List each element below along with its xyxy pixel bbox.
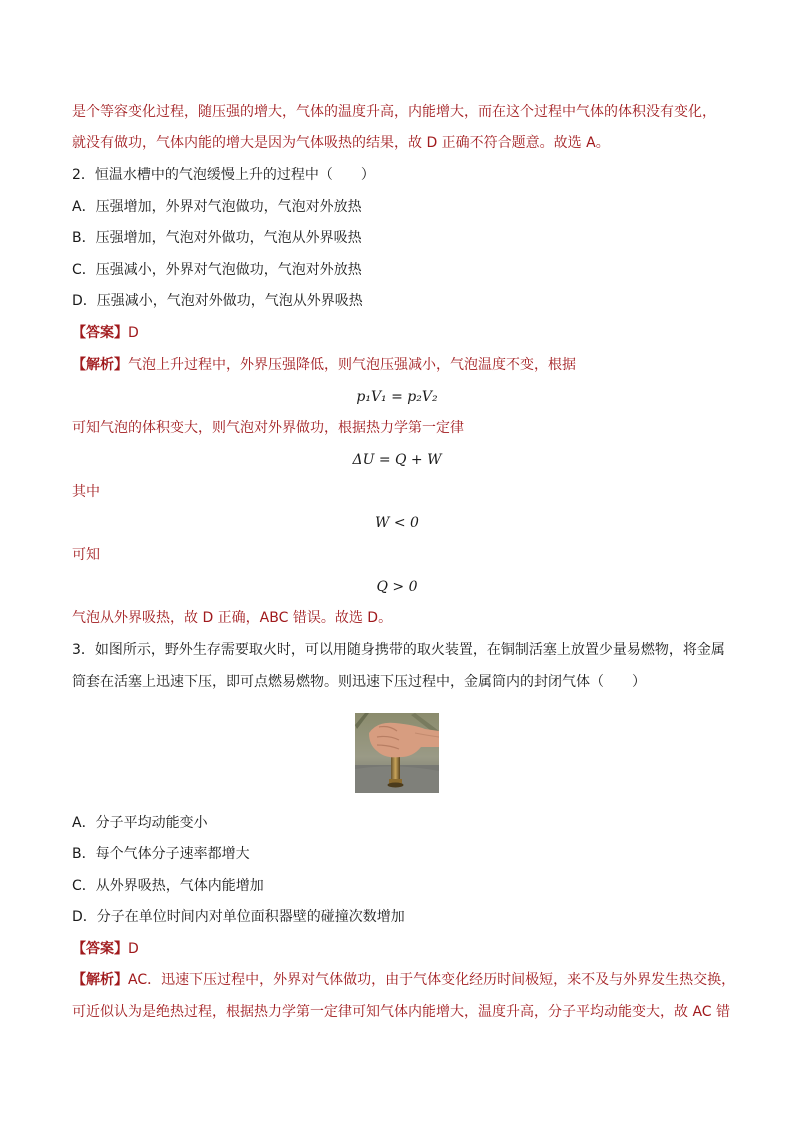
q2-analysis-5: 气泡从外界吸热，故 D 正确，ABC 错误。故选 D。: [72, 610, 393, 626]
fire-piston-photo: [355, 713, 439, 793]
prev-analysis-line-2: 就没有做功，气体内能的增大是因为气体吸热的结果，故 D 正确不符合题意。故选 A。: [72, 135, 610, 151]
q3-analysis-tag: 【解析】: [72, 972, 128, 988]
q3-answer-tag: 【答案】: [72, 941, 128, 957]
q2-equation-3: W < 0: [375, 515, 419, 531]
q2-option-b: B．压强增加，气泡对外做功，气泡从外界吸热: [72, 230, 362, 246]
q2-option-c: C．压强减小，外界对气泡做功，气泡对外放热: [72, 262, 362, 278]
q2-stem: 2．恒温水槽中的气泡缓慢上升的过程中（ ）: [72, 167, 375, 183]
q2-option-a: A．压强增加，外界对气泡做功，气泡对外放热: [72, 199, 362, 215]
q3-option-c: C．从外界吸热，气体内能增加: [72, 878, 264, 894]
q3-analysis-2: 可近似认为是绝热过程，根据热力学第一定律可知气体内能增大，温度升高，分子平均动能变大，故 AC 错: [72, 1004, 731, 1020]
q2-analysis-text-1: 气泡上升过程中，外界压强降低，则气泡压强减小，气泡温度不变，根据: [128, 357, 576, 373]
q3-stem-1: 3．如图所示，野外生存需要取火时，可以用随身携带的取火装置，在铜制活塞上放置少量易燃物，将金属: [72, 642, 725, 658]
q3-analysis-text-1: AC．迅速下压过程中，外界对气体做功，由于气体变化经历时间极短，来不及与外界发生热交换，: [128, 972, 736, 988]
q2-analysis-2: 可知气泡的体积变大，则气泡对外界做功，根据热力学第一定律: [72, 420, 464, 436]
q2-analysis-tag: 【解析】: [72, 357, 128, 373]
q2-analysis-3: 其中: [72, 484, 100, 500]
q3-stem-2: 筒套在活塞上迅速下压，即可点燃易燃物。则迅速下压过程中，金属筒内的封闭气体（ ）: [72, 674, 646, 690]
q2-analysis-4: 可知: [72, 547, 100, 563]
q3-answer: [72, 939, 139, 959]
prev-analysis-line-1: 是个等容变化过程，随压强的增大，气体的温度升高，内能增大，而在这个过程中气体的体积没有变化，: [72, 104, 716, 120]
q2-option-d: D．压强减小，气泡对外做功，气泡从外界吸热: [72, 293, 363, 309]
q3-analysis-1: [72, 970, 735, 990]
q3-answer-value: D: [128, 941, 139, 957]
q2-equation-2: ΔU = Q + W: [352, 452, 442, 468]
q3-option-b: B．每个气体分子速率都增大: [72, 846, 250, 862]
q3-option-d: D．分子在单位时间内对单位面积器壁的碰撞次数增加: [72, 909, 405, 925]
q2-answer-value: D: [128, 325, 139, 341]
q3-option-a: A．分子平均动能变小: [72, 815, 208, 831]
q2-equation-4: Q > 0: [376, 579, 418, 595]
q2-answer: [72, 323, 139, 343]
q2-equation-1: p₁V₁ = p₂V₂: [356, 389, 438, 405]
q2-answer-tag: 【答案】: [72, 325, 128, 341]
q2-analysis-1: [72, 355, 576, 375]
